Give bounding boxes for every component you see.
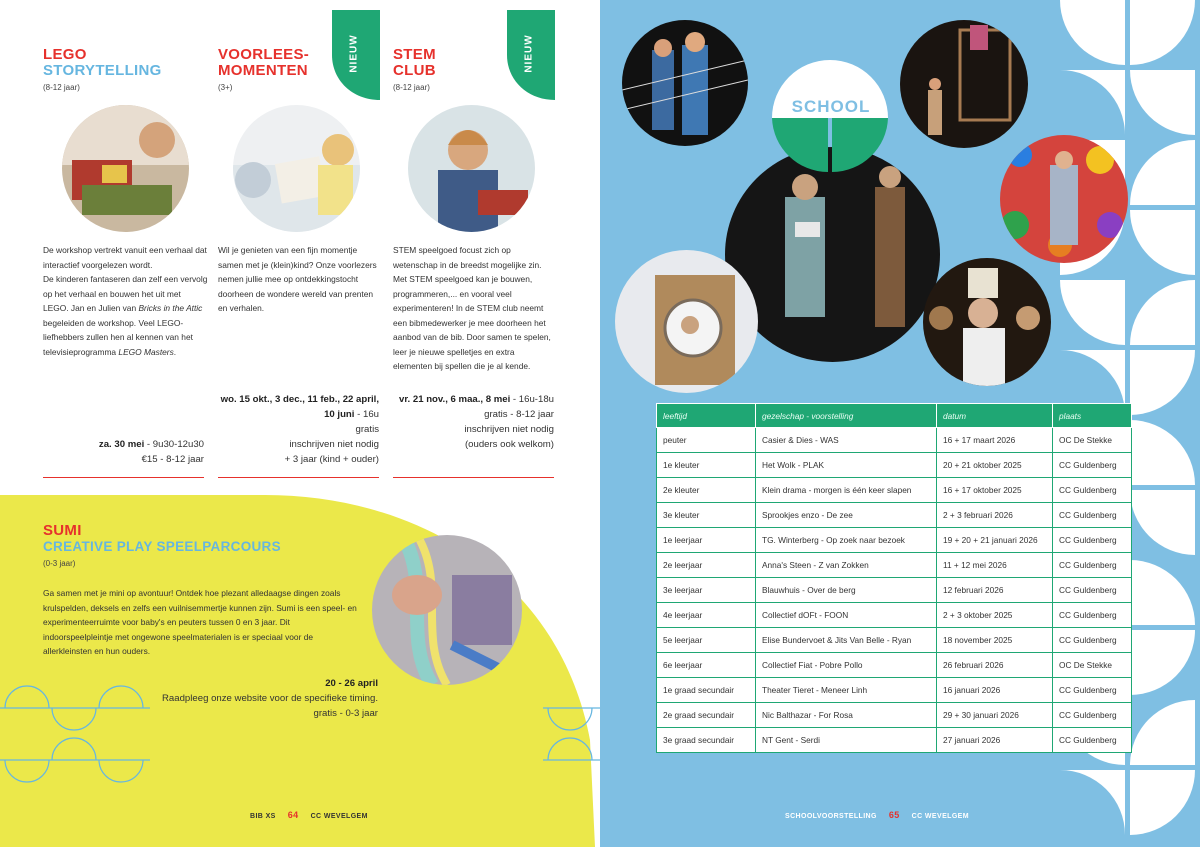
sumi-age: (0-3 jaar) [43,559,76,568]
cell-date: 2 + 3 februari 2026 [937,503,1053,528]
cell-date: 18 november 2025 [937,628,1053,653]
sumi-date: 20 - 26 april [325,678,378,689]
cell-performance: TG. Winterberg - Op zoek naar bezoek [756,528,937,553]
stem-price: gratis - 8-12 jaar [484,409,554,420]
sumi-photo [372,535,522,685]
stem-divider [393,477,554,478]
cell-date: 19 + 20 + 21 januari 2026 [937,528,1053,553]
cell-date: 16 januari 2026 [937,678,1053,703]
lego-text-p1: De workshop vertrekt vanuit een verhaal dat interactief voorgelezen wordt. [43,245,207,270]
lego-title: LEGO [43,46,87,63]
header-age: leeftijd [657,404,756,428]
stem-photo [408,105,535,232]
lego-text-p2b: begeleiden de workshop. Veel LEGO-liefhebbers zullen hen al kennen van het televisieprogramma [43,317,193,357]
cell-date: 20 + 21 oktober 2025 [937,453,1053,478]
cell-venue: CC Guldenberg [1053,703,1132,728]
stem-title-1: STEM [393,46,436,63]
stem-schedule [393,392,554,452]
lego-subtitle: STORYTELLING [43,62,162,79]
cell-performance: Nic Balthazar - For Rosa [756,703,937,728]
lego-divider [43,477,204,478]
cell-venue: OC De Stekke [1053,428,1132,453]
table-row [657,428,1132,453]
header-performance: gezelschap - voorstelling [756,404,937,428]
footer-left-label: BIB XS [250,813,276,820]
cell-age: 3e graad secundair [657,728,756,753]
cell-date: 16 + 17 oktober 2025 [937,478,1053,503]
stem-title-2: CLUB [393,62,436,79]
sumi-schedule [120,676,378,721]
cell-age: peuter [657,428,756,453]
sumi-description: Ga samen met je mini op avontuur! Ontdek hoe plezant alledaagse dingen zoals krulspelden, deksels en zelfs een vuilnisemmertje kunnen zijn. Sumi is een speel- en experimenteerruimte voor baby's en peuters tussen 0 en 3 jaar. Dit indoorspeelpleintje met ongewone speelmaterialen is er speciaal voor de allerkleinsten en hun ouders. [43,588,357,656]
lego-text-p2c: . [173,346,177,357]
footer-left [250,810,368,820]
theatre-photo-3 [1000,135,1128,263]
stem-time: - 16u-18u [510,394,554,405]
cell-venue: CC Guldenberg [1053,478,1132,503]
table-row [657,553,1132,578]
cell-performance: Collectief Fiat - Pobre Pollo [756,653,937,678]
table-row [657,503,1132,528]
theatre-photo-1 [622,20,748,146]
table-row [657,478,1132,503]
cell-performance: Anna's Steen - Z van Zokken [756,553,937,578]
header-date: datum [937,404,1053,428]
table-row [657,628,1132,653]
cell-date: 29 + 30 januari 2026 [937,703,1053,728]
lego-description [43,243,208,359]
cell-venue: CC Guldenberg [1053,528,1132,553]
cell-age: 1e kleuter [657,453,756,478]
sumi-section [43,523,363,568]
page-number-right: 65 [888,810,900,820]
theatre-photo-2 [900,20,1028,148]
voorlees-dates: wo. 15 okt., 3 dec., 11 feb., 22 april, 10 juni [220,394,379,420]
cell-age: 2e leerjaar [657,553,756,578]
table-header-row [657,404,1132,428]
cell-performance: Casier & Dies - WAS [756,428,937,453]
school-label: SCHOOL [791,97,871,116]
footer-right-venue: CC WEVELGEM [911,813,969,820]
cell-date: 27 januari 2026 [937,728,1053,753]
cell-age: 1e graad secundair [657,678,756,703]
sumi-price: gratis - 0-3 jaar [313,708,378,719]
voorlees-time: - 16u [354,409,379,420]
lego-storytelling-section [43,47,213,92]
voorlees-title-2: MOMENTEN [218,62,308,79]
cell-performance: Klein drama - morgen is één keer slapen [756,478,937,503]
voorlees-title-1: VOORLEES- [218,46,310,63]
cell-age: 2e kleuter [657,478,756,503]
cell-age: 5e leerjaar [657,628,756,653]
cell-venue: OC De Stekke [1053,653,1132,678]
table-row [657,703,1132,728]
table-row [657,678,1132,703]
cell-venue: CC Guldenberg [1053,678,1132,703]
nieuw-badge-stem-text: NIEUW [523,34,535,73]
stem-description: STEM speelgoed focust zich op wetenschap in de breedst mogelijke zin. Met STEM speelgoed kan je bouwen, programmeren,... en vooral veel experimenteren! In de STEM club neemt een bibmedewerker je mee doorheen het aanbod van de bib. Door samen te spelen, leer je nieuwe spelletjes en extra elementen bij spellen die je al kende. [393,245,551,371]
cell-performance: Elise Bundervoet & Jits Van Belle - Ryan [756,628,937,653]
sumi-title: SUMI [43,522,82,539]
cell-date: 2 + 3 oktober 2025 [937,603,1053,628]
cell-age: 3e kleuter [657,503,756,528]
cell-age: 2e graad secundair [657,703,756,728]
cell-venue: CC Guldenberg [1053,578,1132,603]
voorlees-photo [233,105,360,232]
table-row [657,578,1132,603]
cell-date: 16 + 17 maart 2026 [937,428,1053,453]
lego-text-p2a: De kinderen fantaseren dan zelf een vervolg op het verhaal en bouwen het uit met LEGO. Jan en Julien van [43,274,208,313]
footer-right-label: SCHOOLVOORSTELLING [785,813,877,820]
stem-registration: inschrijven niet nodig [464,424,554,435]
sumi-timing-note: Raadpleeg onze website voor de specifieke timing. [162,693,378,704]
lego-age: (8-12 jaar) [43,83,80,92]
voorlees-age: (3+) [218,83,233,92]
voorlees-section [218,47,338,92]
stem-dates: vr. 21 nov., 6 maa., 8 mei [398,394,511,405]
cell-performance: Collectief dOFt - FOON [756,603,937,628]
cell-age: 4e leerjaar [657,603,756,628]
lego-photo [62,105,189,232]
cell-performance: Sprookjes enzo - De zee [756,503,937,528]
cell-age: 3e leerjaar [657,578,756,603]
voorlees-price: gratis [355,424,379,435]
cell-venue: CC Guldenberg [1053,453,1132,478]
lego-date: za. 30 mei [98,439,145,450]
cell-performance: Theater Tieret - Meneer Linh [756,678,937,703]
table-row [657,603,1132,628]
nieuw-badge-voorlees-text: NIEUW [348,34,360,73]
theatre-photo-5 [923,258,1051,386]
cell-age: 1e leerjaar [657,528,756,553]
cell-performance: Het Wolk - PLAK [756,453,937,478]
stem-age: (8-12 jaar) [393,83,430,92]
cell-performance: Blauwhuis - Over de berg [756,578,937,603]
cell-venue: CC Guldenberg [1053,728,1132,753]
school-schedule-table [656,403,1132,753]
lego-time: - 9u30-12u30 [144,439,204,450]
header-venue: plaats [1053,404,1132,428]
voorlees-description: Wil je genieten van een fijn momentje samen met je (klein)kind? Onze voorlezers nemen jullie mee op ontdekkingstocht doorheen de wondere wereld van prenten en verhalen. [218,245,377,313]
cell-age: 6e leerjaar [657,653,756,678]
page-number-left: 64 [287,810,299,820]
cell-performance: NT Gent - Serdi [756,728,937,753]
voorlees-audience: + 3 jaar (kind + ouder) [284,454,379,465]
stem-audience: (ouders ook welkom) [464,439,554,450]
cell-date: 11 + 12 mei 2026 [937,553,1053,578]
cell-date: 26 februari 2026 [937,653,1053,678]
cell-venue: CC Guldenberg [1053,603,1132,628]
footer-right [785,810,969,820]
table-row [657,653,1132,678]
cell-venue: CC Guldenberg [1053,628,1132,653]
voorlees-registration: inschrijven niet nodig [289,439,379,450]
table-body [657,428,1132,753]
table-row [657,728,1132,753]
table-row [657,528,1132,553]
cell-venue: CC Guldenberg [1053,553,1132,578]
lego-schedule [43,437,204,467]
lego-text-em2: LEGO Masters [118,346,174,357]
theatre-photo-4 [615,250,758,393]
sumi-subtitle: CREATIVE PLAY SPEELPARCOURS [43,539,281,554]
lego-price: €15 - 8-12 jaar [141,454,204,465]
cell-date: 12 februari 2026 [937,578,1053,603]
voorlees-divider [218,477,379,478]
voorlees-schedule [218,392,379,467]
lego-text-em1: Bricks in the Attic [138,303,203,313]
cell-venue: CC Guldenberg [1053,503,1132,528]
table-row [657,453,1132,478]
footer-left-venue: CC WEVELGEM [310,813,368,820]
stem-section [393,47,503,92]
